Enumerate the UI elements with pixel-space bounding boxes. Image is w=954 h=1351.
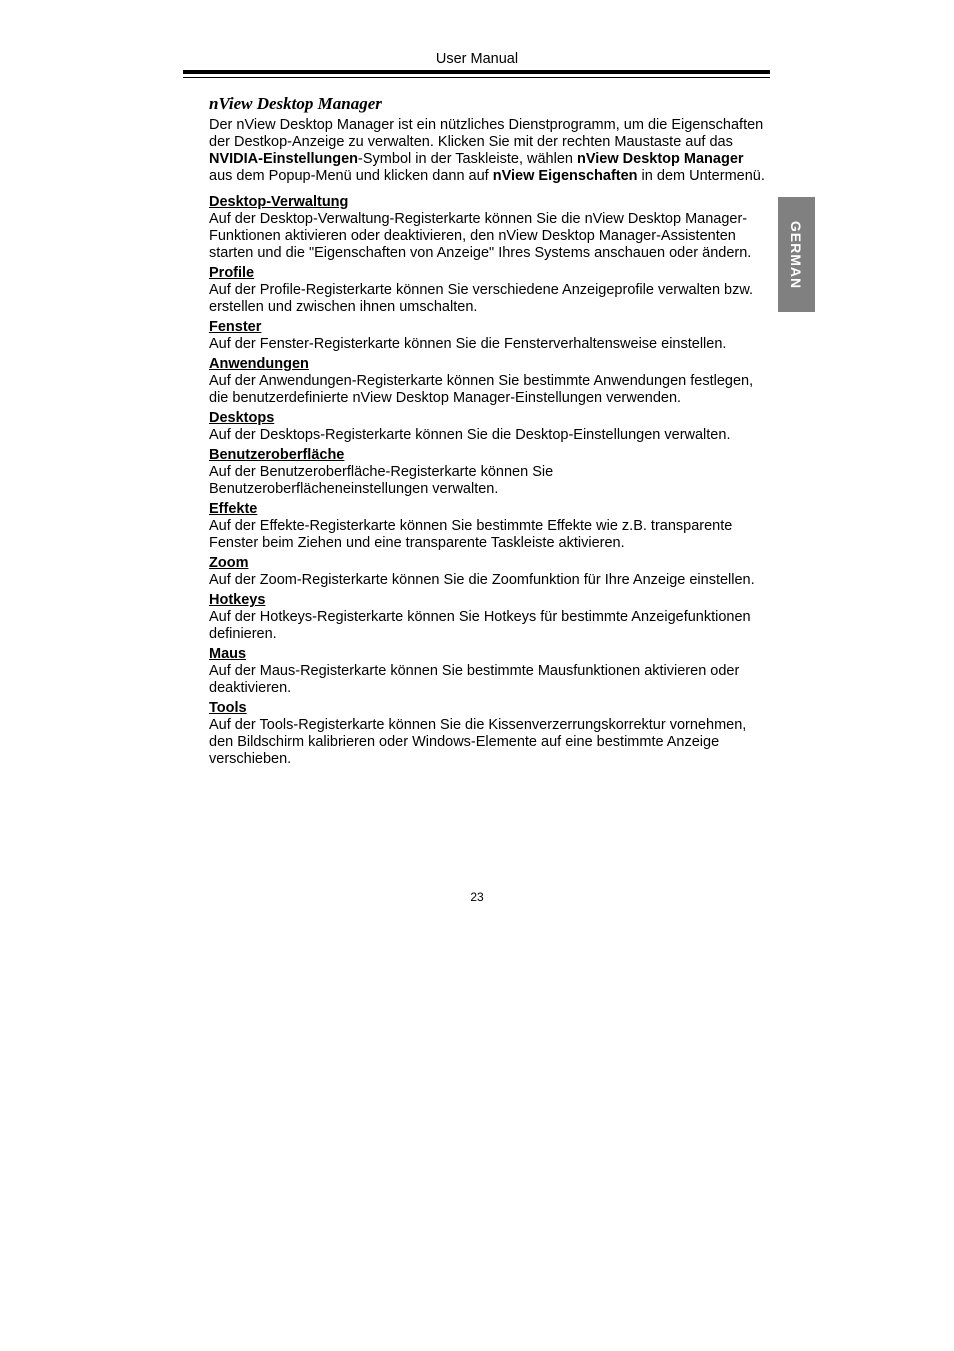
intro-run: -Symbol in der Taskleiste, wählen <box>358 151 577 167</box>
entry-title: Zoom <box>209 555 249 571</box>
entry-anwendungen <box>209 356 769 407</box>
page-number: 23 <box>470 890 484 904</box>
entry-text: Auf der Benutzeroberfläche-Registerkarte können Sie Benutzeroberflächeneinstellungen verwalten. <box>209 464 554 497</box>
entry-text: Auf der Effekte-Registerkarte können Sie bestimmte Effekte wie z.B. transparente Fenster beim Ziehen und eine transparente Taskleiste aktivieren. <box>209 518 733 551</box>
entry-tools <box>209 700 769 768</box>
entry-text: Auf der Anwendungen-Registerkarte können Sie bestimmte Anwendungen festlegen, die benutzerdefinierte nView Desktop Manager-Einstellungen verwenden. <box>209 373 754 406</box>
entry-title: Profile <box>209 265 255 281</box>
entry-zoom <box>209 555 769 589</box>
entry-title: Anwendungen <box>209 356 309 372</box>
entry-fenster <box>209 319 769 353</box>
intro-bold-run: nView Eigenschaften <box>492 168 638 184</box>
entry-title: Benutzeroberfläche <box>209 447 345 463</box>
main-content <box>209 94 769 771</box>
header-rule-thin <box>183 77 770 78</box>
running-header: User Manual <box>435 51 519 67</box>
intro-run: in dem Untermenü. <box>637 168 765 184</box>
entry-text: Auf der Zoom-Registerkarte können Sie die Zoomfunktion für Ihre Anzeige einstellen. <box>209 572 755 588</box>
intro-paragraph <box>209 117 769 185</box>
language-tab <box>778 197 815 312</box>
language-tab-label: GERMAN <box>788 220 805 289</box>
entry-title: Tools <box>209 700 247 716</box>
intro-bold-run: nView Desktop Manager <box>577 151 744 167</box>
entry-maus <box>209 646 769 697</box>
entry-title: Desktop-Verwaltung <box>209 194 349 210</box>
entry-desktops <box>209 410 769 444</box>
entry-effekte <box>209 501 769 552</box>
entry-hotkeys <box>209 592 769 643</box>
entry-desktop-verwaltung <box>209 194 769 262</box>
entry-benutzeroberflaeche <box>209 447 769 498</box>
intro-bold-run: NVIDIA-Einstellungen <box>209 151 359 167</box>
section-title: nView Desktop Manager <box>209 94 382 113</box>
entry-profile <box>209 265 769 316</box>
entry-text: Auf der Desktop-Verwaltung-Registerkarte können Sie die nView Desktop Manager-Funktionen aktivieren oder deaktivieren, den nView Desktop Manager-Assistenten starten und die "Eigenschaften von Anzeige" Ihres Systems anschauen oder ändern. <box>209 211 752 261</box>
entry-text: Auf der Maus-Registerkarte können Sie bestimmte Mausfunktionen aktivieren oder deaktivieren. <box>209 663 740 696</box>
entry-text: Auf der Desktops-Registerkarte können Sie die Desktop-Einstellungen verwalten. <box>209 427 731 443</box>
entry-text: Auf der Profile-Registerkarte können Sie verschiedene Anzeigeprofile verwalten bzw. erstellen und zwischen ihnen umschalten. <box>209 282 754 315</box>
entry-title: Effekte <box>209 501 258 517</box>
entry-text: Auf der Fenster-Registerkarte können Sie die Fensterverhaltensweise einstellen. <box>209 336 727 352</box>
intro-run: Der nView Desktop Manager ist ein nützliches Dienstprogramm, um die Eigenschaften der Destkop-Anzeige zu verwalten. Klicken Sie mit der rechten Maustaste auf das <box>209 117 764 150</box>
entry-title: Maus <box>209 646 247 662</box>
header-rule-thick <box>183 70 770 74</box>
intro-run: aus dem Popup-Menü und klicken dann auf <box>209 168 493 184</box>
entry-text: Auf der Hotkeys-Registerkarte können Sie Hotkeys für bestimmte Anzeigefunktionen definieren. <box>209 609 751 642</box>
entry-title: Fenster <box>209 319 262 335</box>
entry-title: Desktops <box>209 410 275 426</box>
entry-title: Hotkeys <box>209 592 266 608</box>
entry-text: Auf der Tools-Registerkarte können Sie die Kissenverzerrungskorrektur vornehmen, den Bildschirm kalibrieren oder Windows-Elemente auf eine bestimmte Anzeige verschieben. <box>209 717 747 767</box>
